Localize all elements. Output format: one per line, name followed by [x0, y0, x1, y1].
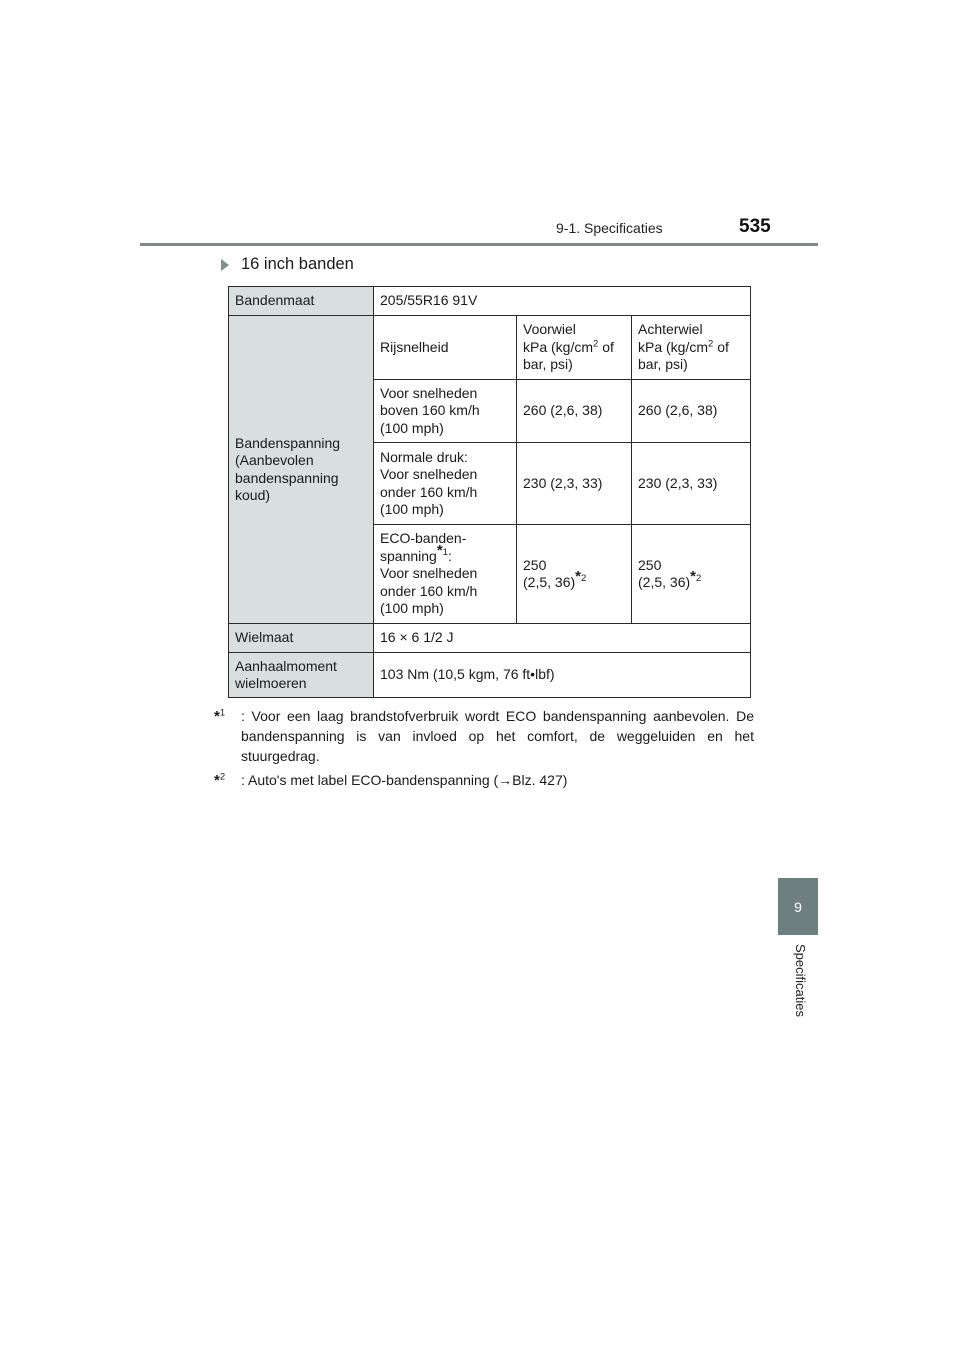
footnote-star-icon: * — [214, 772, 220, 789]
header-divider — [140, 243, 818, 246]
tire-spec-table — [228, 286, 751, 698]
rear-pressure-cell: 230 (2,3, 33) — [632, 443, 751, 525]
footnote-2: *$^2$ : Auto's met label ECO-bandenspanning (→Blz. 427) — [214, 770, 754, 790]
table-row — [229, 287, 751, 316]
tire-pressure-label: Bandenspanning (Aanbevolen bandenspanning koud) — [229, 316, 374, 624]
front-pressure-cell: 250 (2,5, 36)$^{*2}$ — [517, 525, 632, 624]
chapter-label: Specificaties — [793, 944, 808, 1017]
torque-value: 103 Nm (10,5 kgm, 76 ft•lbf) — [374, 653, 751, 698]
speed-column-header: Rijsnelheid — [374, 316, 517, 380]
speed-condition-cell: Normale druk: Voor snelheden onder 160 km/h (100 mph) — [374, 443, 517, 525]
subsection-heading — [215, 255, 354, 274]
front-pressure-cell: 230 (2,3, 33) — [517, 443, 632, 525]
wheel-size-label: Wielmaat — [229, 624, 374, 653]
footnote-text: : Auto's met label ECO-bandenspanning (→Blz. 427) — [241, 772, 568, 788]
footnote-text: : Voor een laag brandstofverbruik wordt ECO bandenspanning aanbevolen. De bandenspanning is van invloed op het comfort, de weggeluiden en het stuurgedrag. — [241, 708, 754, 764]
speed-condition-cell: Voor snelheden boven 160 km/h (100 mph) — [374, 380, 517, 443]
front-wheel-column-header: Voorwiel kPa ($kg/cm^2$ of bar, psi) — [517, 316, 632, 380]
footnote-star-icon: * — [436, 542, 443, 560]
speed-condition-cell: ECO-banden- spanning$^{*1}$: Voor snelheden onder 160 km/h (100 mph) — [374, 525, 517, 624]
torque-label: Aanhaalmoment wielmoeren — [229, 653, 374, 698]
rear-pressure-cell: 250 (2,5, 36)$^{*2}$ — [632, 525, 751, 624]
rear-pressure-cell: 260 (2,6, 38) — [632, 380, 751, 443]
footnote-star-icon: * — [690, 568, 696, 586]
footnote-star-icon: * — [214, 708, 220, 725]
wheel-size-value: 16 × 6 1/2 J — [374, 624, 751, 653]
page-number: 535 — [739, 216, 771, 237]
table-row — [229, 653, 751, 698]
triangle-bullet-icon — [221, 259, 229, 271]
chapter-tab — [778, 878, 818, 935]
chapter-number: 9 — [794, 898, 802, 915]
footnote-star-icon: * — [575, 568, 581, 586]
section-title: 9-1. Specificaties — [556, 220, 663, 236]
heading-text: 16 inch banden — [241, 255, 354, 273]
rear-wheel-column-header: Achterwiel kPa ($kg/cm^2$ of bar, psi) — [632, 316, 751, 380]
table-row — [229, 316, 751, 380]
tire-size-label: Bandenmaat — [229, 287, 374, 316]
table-row — [229, 624, 751, 653]
front-pressure-cell: 260 (2,6, 38) — [517, 380, 632, 443]
footnote-1: *$^1$ : Voor een laag brandstofverbruik wordt ECO bandenspanning aanbevolen. De bandenspanning is van invloed op het comfort, de weggeluiden en het stuurgedrag. — [214, 707, 754, 764]
tire-size-value: 205/55R16 91V — [374, 287, 751, 316]
